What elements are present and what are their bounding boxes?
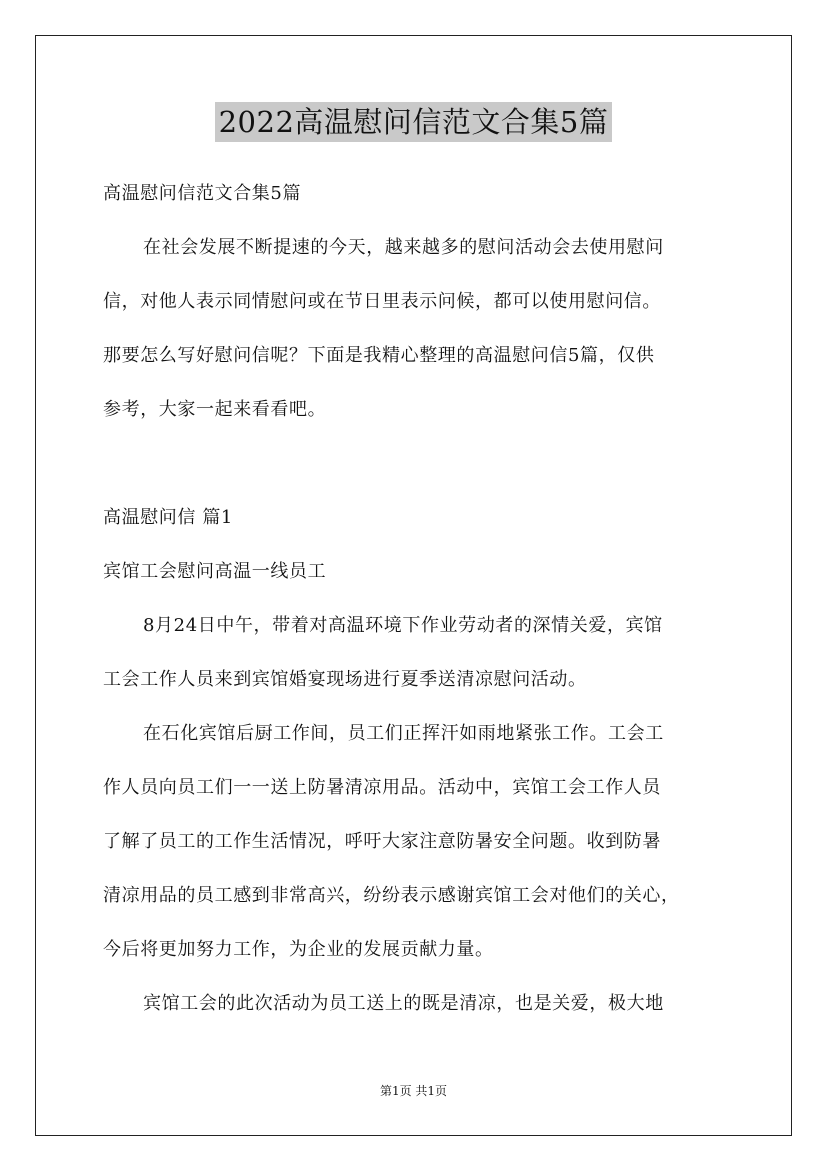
paragraph-line: 在石化宾馆后厨工作间，员工们正挥汗如雨地紧张工作。工会工 [143,723,664,744]
document-subtitle: 高温慰问信范文合集5篇 [103,183,302,204]
paragraph-line: 今后将更加努力工作，为企业的发展贡献力量。 [103,939,494,960]
paragraph-line: 工会工作人员来到宾馆婚宴现场进行夏季送清凉慰问活动。 [103,669,587,690]
intro-line: 信，对他人表示同情慰问或在节日里表示问候，都可以使用慰问信。 [103,291,661,312]
section-subheading: 宾馆工会慰问高温一线员工 [103,561,327,582]
paragraph-line: 作人员向员工们一一送上防暑清凉用品。活动中，宾馆工会工作人员 [103,777,661,798]
title-wrap [0,102,827,142]
document-title: 2022高温慰问信范文合集5篇 [215,102,613,142]
intro-line: 那要怎么写好慰问信呢？下面是我精心整理的高温慰问信5篇，仅供 [103,345,655,366]
paragraph-line: 清凉用品的员工感到非常高兴，纷纷表示感谢宾馆工会对他们的关心， [103,885,680,906]
page-footer: 第1页 共1页 [379,1084,448,1098]
paragraph-line: 了解了员工的工作生活情况，呼吁大家注意防暑安全问题。收到防暑 [103,831,661,852]
intro-line: 在社会发展不断提速的今天，越来越多的慰问活动会去使用慰问 [143,237,664,258]
paragraph-line: 宾馆工会的此次活动为员工送上的既是清凉，也是关爱，极大地 [143,993,664,1014]
intro-line: 参考，大家一起来看看吧。 [103,399,327,420]
paragraph-line: 8月24日中午，带着对高温环境下作业劳动者的深情关爱，宾馆 [143,615,663,636]
section-heading: 高温慰问信 篇1 [103,507,233,528]
